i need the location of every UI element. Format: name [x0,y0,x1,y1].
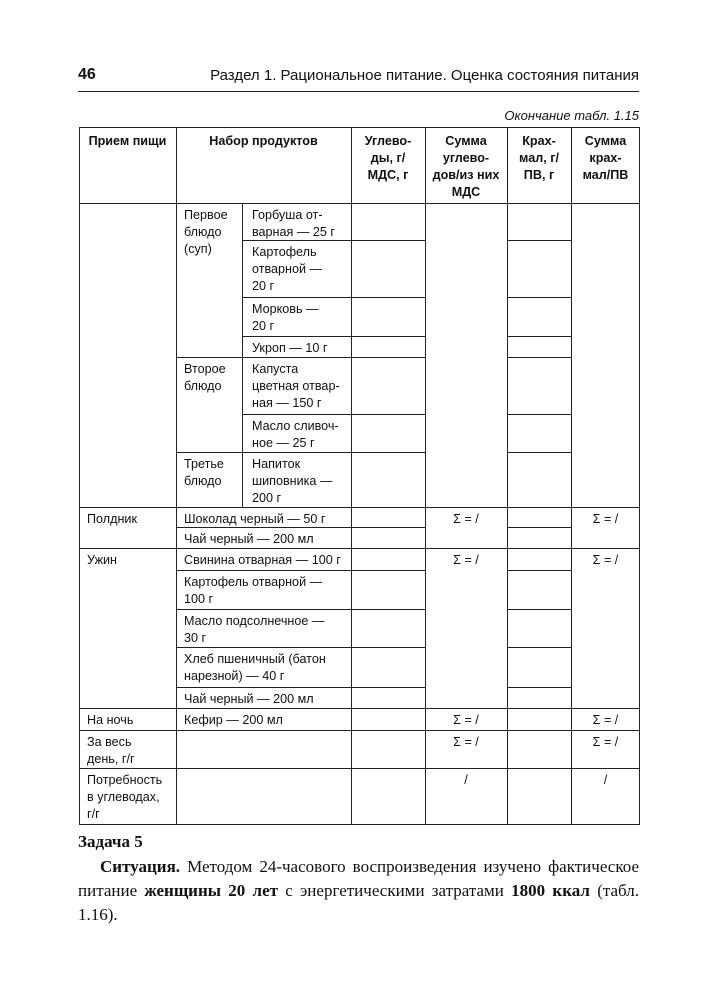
running-head: Раздел 1. Рациональное питание. Оценка состояния питания [210,67,639,84]
meal-requirement: Потребность в углеводах, г/г [87,773,163,821]
meal-day-total: За весь день, г/г [87,735,135,766]
sum-snack-starch: Σ = / [592,512,619,526]
sum-night-carbs: Σ = / [453,713,479,727]
sum-night-starch: Σ = / [592,713,619,727]
sum-dinner-carbs: Σ = / [453,553,479,567]
dish-dill: Укроп — 10 г [252,341,328,355]
course-third: Третье блюдо [184,457,224,488]
req-carbs: / [464,773,468,787]
dish-butter: Масло сливоч- ное — 25 г [252,419,339,450]
product-chocolate: Шоколад черный — 50 г [184,512,326,526]
situation-text-1: Методом 24-часового воспроизведения изучено фактическое питание [78,857,639,900]
nutrition-table [79,127,640,827]
situation-text-2: с энергетическими затратами [277,881,512,900]
header-starch: Крах- мал, г/ ПВ, г [519,134,559,182]
dish-potato: Картофель отварной — 20 г [252,245,323,293]
course-first: Первое блюдо (суп) [184,208,228,256]
task-title: Задача 5 [78,832,143,851]
product-kefir: Кефир — 200 мл [184,713,283,727]
situation-paragraph [78,855,639,927]
product-bread: Хлеб пшеничный (батон нарезной) — 40 г [184,652,326,683]
header-rule [78,91,639,92]
sum-dinner-starch: Σ = / [592,553,619,567]
sum-day-starch: Σ = / [592,735,619,749]
header-carbs: Углево- ды, г/ МДС, г [364,134,412,182]
situation-bold-kcal: 1800 ккал [511,881,590,900]
course-second: Второе блюдо [184,362,226,393]
dish-carrot: Морковь — 20 г [252,302,319,333]
situation-label: Ситуация. [100,857,181,876]
sum-day-carbs: Σ = / [453,735,479,749]
dish-cauliflower: Капуста цветная отвар- ная — 150 г [252,362,340,410]
header-carbs-sum: Сумма углево- дов/из них МДС [432,134,500,199]
meal-snack: Полдник [87,512,137,526]
product-tea-dinner: Чай черный — 200 мл [184,692,314,706]
header-products: Набор продуктов [209,134,318,148]
dish-rosehip: Напиток шиповника — 200 г [252,457,333,505]
sum-snack-carbs: Σ = / [453,512,479,526]
page-number: 46 [78,66,96,83]
product-sunflower-oil: Масло подсолнечное — 30 г [184,614,325,645]
table-caption: Окончание табл. 1.15 [504,108,639,123]
product-potato: Картофель отварной — 100 г [184,575,323,606]
meal-night: На ночь [87,713,134,727]
situation-text-3: (табл. 1.16). [78,881,639,924]
dish-gorbusha: Горбуша от- варная — 25 г [252,208,336,239]
situation-bold-woman: женщины 20 лет [144,881,278,900]
product-pork: Свинина отварная — 100 г [184,553,341,567]
header-meal: Прием пищи [88,134,167,148]
meal-dinner: Ужин [87,553,117,567]
req-starch: / [603,773,608,787]
product-tea-snack: Чай черный — 200 мл [184,532,314,546]
header-starch-sum: Сумма крах- мал/ПВ [582,134,629,182]
